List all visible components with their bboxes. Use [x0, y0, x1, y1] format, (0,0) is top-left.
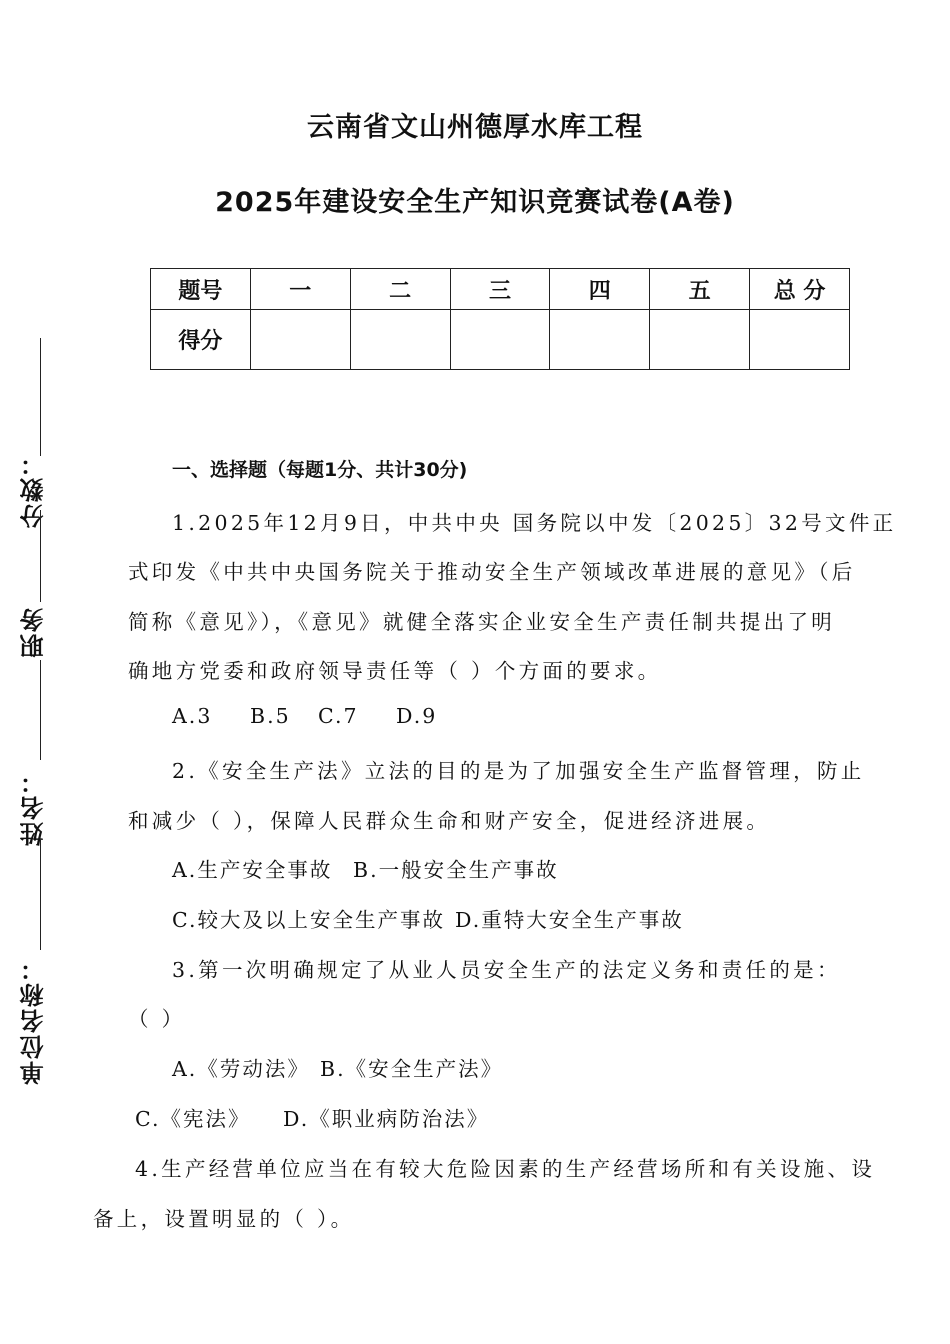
q1-option-d: D.9: [396, 704, 438, 728]
q1-option-b: B.5: [250, 704, 291, 728]
name-fill-line: [40, 660, 41, 760]
question-4-line: 4.生产经营单位应当在有较大危险因素的生产经营场所和有关设施、设: [135, 1157, 876, 1181]
section-heading: 一、选择题（每题1分、共计30分): [172, 459, 468, 481]
question-3-line: 3.第一次明确规定了从业人员安全生产的法定义务和责任的是：: [172, 958, 841, 982]
column-1: 一: [250, 269, 350, 310]
question-3-line: （ ）: [128, 1007, 186, 1031]
q2-option-b: B.一般安全生产事故: [353, 858, 559, 882]
score-field-label: 分数：: [20, 450, 48, 528]
column-3: 三: [450, 269, 550, 310]
column-5: 五: [650, 269, 750, 310]
q2-option-c: C.较大及以上安全生产事故: [172, 908, 445, 932]
score-table-header-row: [151, 269, 850, 310]
column-4: 四: [550, 269, 650, 310]
total-score-cell[interactable]: [750, 310, 850, 370]
position-field-label: 职务: [20, 606, 48, 658]
header-label: 题号: [151, 269, 251, 310]
q2-option-d: D.重特大安全生产事故: [455, 908, 684, 932]
score-label: 得分: [151, 310, 251, 370]
q1-option-a: A.3: [172, 704, 213, 728]
score-fill-line: [40, 338, 41, 456]
q3-option-d: D.《职业病防治法》: [283, 1107, 490, 1131]
document-title: 云南省文山州德厚水库工程: [307, 112, 643, 143]
q2-option-a: A.生产安全事故: [172, 858, 333, 882]
score-cell[interactable]: [650, 310, 750, 370]
question-1-line: 式印发《中共中央国务院关于推动安全生产领域改革进展的意见》（后: [128, 560, 856, 584]
question-4-line: 备上，设置明显的（ ）。: [93, 1207, 355, 1231]
column-2: 二: [350, 269, 450, 310]
score-table-score-row: [151, 310, 850, 370]
unit-fill-line: [40, 840, 41, 950]
document-subtitle: 2025年建设安全生产知识竞赛试卷(A卷): [215, 187, 735, 218]
score-cell[interactable]: [350, 310, 450, 370]
name-field-label: 姓名：: [20, 768, 48, 846]
question-2-line: 2.《安全生产法》立法的目的是为了加强安全生产监督管理，防止: [172, 759, 865, 783]
position-fill-line: [40, 510, 41, 602]
score-cell[interactable]: [450, 310, 550, 370]
q3-option-c: C.《宪法》: [135, 1107, 251, 1131]
score-cell[interactable]: [550, 310, 650, 370]
question-1-line: 简称《意见》），《意见》就健全落实企业安全生产责任制共提出了明: [128, 610, 836, 634]
column-total: 总 分: [750, 269, 850, 310]
score-cell[interactable]: [250, 310, 350, 370]
q1-option-c: C.7: [318, 704, 359, 728]
question-1-line: 确地方党委和政府领导责任等（ ）个方面的要求。: [128, 659, 662, 683]
score-table: [150, 268, 850, 370]
unit-field-label: 单位名称：: [20, 955, 48, 1085]
question-1-line: 1.2025年12月9日，中共中央 国务院以中发〔2025〕32号文件正: [172, 511, 897, 535]
q3-option-a: A.《劳动法》: [172, 1057, 310, 1081]
question-2-line: 和减少（ ），保障人民群众生命和财产安全，促进经济进展。: [128, 809, 771, 833]
q3-option-b: B.《安全生产法》: [320, 1057, 504, 1081]
